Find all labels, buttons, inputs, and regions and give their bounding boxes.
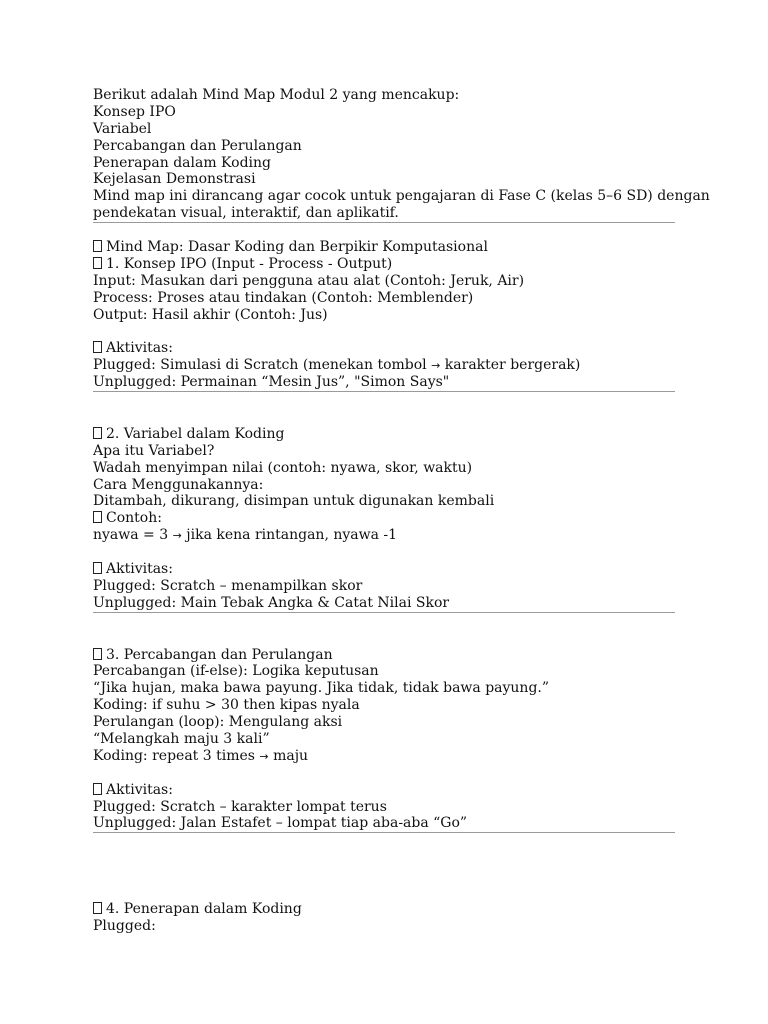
activity-label-text: Aktivitas: [106,561,173,578]
activity-label [93,340,675,357]
example-label [93,510,675,527]
ipo-input: Input: Masukan dari pengguna atau alat (Contoh: Jeruk, Air) [93,272,525,289]
missing-glyph-icon [93,648,102,660]
arrow-right-icon: → [431,359,441,373]
intro-description: Mind map ini dirancang agar cocok untuk pengajaran di Fase C (kelas 5–6 SD) dengan [93,188,710,205]
missing-glyph-icon [93,427,102,439]
activity-plugged: Plugged: Scratch – menampilkan skor [93,577,363,594]
ipo-process: Process: Proses atau tindakan (Contoh: Memblender) [93,289,474,306]
map-title-text: Mind Map: Dasar Koding dan Berpikir Komputasional [106,239,488,256]
loop-quote: “Melangkah maju 3 kali” [93,730,270,747]
ipo-output: Output: Hasil akhir (Contoh: Jus) [93,306,328,323]
map-title [93,239,675,256]
activity-label-text: Aktivitas: [106,781,173,798]
branch-definition: Percabangan (if-else): Logika keputusan [93,663,379,680]
activity-unplugged: Unplugged: Permainan “Mesin Jus”, "Simon Says" [93,374,450,391]
activity-plugged-text-end: karakter bergerak) [444,357,581,374]
intro-topic: Penerapan dalam Koding [93,154,271,171]
plugged-label: Plugged: [93,917,156,934]
intro-description: pendekatan visual, interaktif, dan aplikatif. [93,205,399,222]
activity-unplugged: Unplugged: Jalan Estafet – lompat tiap aba-aba “Go” [93,815,468,832]
variable-question: Apa itu Variabel? [93,442,215,459]
document-body [93,87,710,935]
intro-topic: Kejelasan Demonstrasi [93,171,256,188]
section-2-heading: 2. Variabel dalam Koding [106,425,285,442]
activity-unplugged: Unplugged: Main Tebak Angka & Catat Nilai Skor [93,594,450,611]
missing-glyph-icon [93,240,102,252]
section-3-heading: 3. Percabangan dan Perulangan [106,646,333,663]
section-4-heading: 4. Penerapan dalam Koding [106,900,302,917]
variable-example-text-end: jika kena rintangan, nyawa -1 [186,527,398,544]
loop-code-text: Koding: repeat 3 times [93,747,255,764]
example-label-text: Contoh: [106,510,162,527]
arrow-right-icon: → [259,749,269,763]
activity-label-text: Aktivitas: [106,340,173,357]
loop-definition: Perulangan (loop): Mengulang aksi [93,714,343,731]
activity-label [93,561,675,578]
intro-topic: Percabangan dan Perulangan [93,137,302,154]
branch-code: Koding: if suhu > 30 then kipas nyala [93,697,360,714]
intro-topic: Konsep IPO [93,103,176,120]
variable-how-label: Cara Menggunakannya: [93,476,264,493]
missing-glyph-icon [93,257,102,269]
intro-lead: Berikut adalah Mind Map Modul 2 yang mencakup: [93,87,460,103]
variable-how: Ditambah, dikurang, disimpan untuk digunakan kembali [93,493,495,510]
activity-plugged [93,357,675,374]
missing-glyph-icon [93,902,102,914]
missing-glyph-icon [93,783,102,795]
loop-code [93,748,675,765]
section-heading [93,901,675,918]
missing-glyph-icon [93,511,102,523]
missing-glyph-icon [93,562,102,574]
activity-plugged: Plugged: Scratch – karakter lompat terus [93,798,387,815]
variable-example [93,527,675,544]
section-heading [93,647,675,664]
intro-topic: Variabel [93,120,152,137]
loop-code-text-end: maju [273,747,309,764]
missing-glyph-icon [93,341,102,353]
activity-plugged-text: Plugged: Simulasi di Scratch (menekan tombol [93,357,427,374]
variable-definition: Wadah menyimpan nilai (contoh: nyawa, skor, waktu) [93,459,473,476]
activity-label [93,782,675,799]
branch-quote: “Jika hujan, maka bawa payung. Jika tidak, tidak bawa payung.” [93,680,550,697]
arrow-right-icon: → [172,529,182,543]
variable-example-text: nyawa = 3 [93,527,169,544]
section-heading [93,256,675,273]
section-1-heading: 1. Konsep IPO (Input - Process - Output) [106,256,393,273]
section-heading [93,426,675,443]
